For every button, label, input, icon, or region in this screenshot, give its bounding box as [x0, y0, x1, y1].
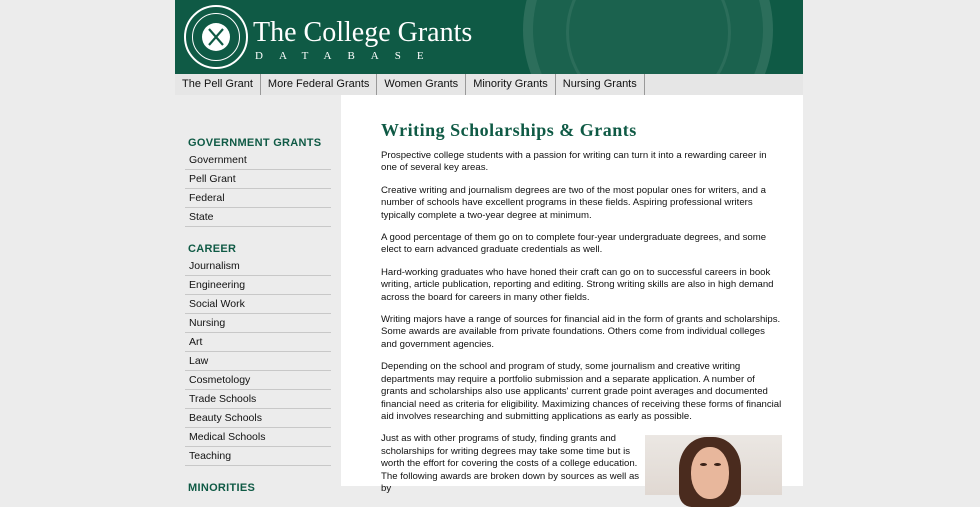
paragraph: Writing majors have a range of sources for financial aid in the form of grants and scholarships. Some awards are available from private foundations. Others come from individual colleges and government agencies.	[381, 314, 781, 350]
sidebar-item-journalism[interactable]: Journalism	[185, 257, 331, 276]
sidebar-item-social-work[interactable]: Social Work	[185, 295, 331, 314]
sidebar-item-nursing[interactable]: Nursing	[185, 314, 331, 333]
top-nav	[175, 74, 803, 95]
paragraph: A good percentage of them go on to complete four-year undergraduate degrees, and some elect to earn advanced graduate credentials as well.	[381, 232, 767, 256]
paragraph: Depending on the school and program of study, some journalism and creative writing departments may require a portfolio submission and a separate application. A number of grants and scholarships also use applicants' current grade point averages and documented financial need as criteria for eligibility. Maximizing chances of receiving these forms of financial aid involves researching and submitting applications as early as possible.	[381, 361, 782, 422]
page	[175, 0, 803, 494]
site-header	[175, 0, 803, 74]
sidebar-item-teaching[interactable]: Teaching	[185, 447, 331, 466]
nav-item-pell-grant[interactable]: The Pell Grant	[175, 74, 261, 95]
nav-item-women-grants[interactable]: Women Grants	[377, 74, 466, 95]
sidebar-heading-career: CAREER	[188, 243, 237, 255]
crossed-pens-icon	[202, 23, 230, 51]
paragraph: Prospective college students with a passion for writing can turn it into a rewarding career in one of several key areas.	[381, 150, 767, 174]
sidebar-heading-minorities: MINORITIES	[188, 482, 256, 494]
nav-item-more-federal-grants[interactable]: More Federal Grants	[261, 74, 377, 95]
logo-seal-icon[interactable]	[184, 5, 248, 69]
sidebar-item-federal[interactable]: Federal	[185, 189, 331, 208]
sidebar-item-law[interactable]: Law	[185, 352, 331, 371]
page-title: Writing Scholarships & Grants	[381, 120, 637, 140]
sidebar-item-trade-schools[interactable]: Trade Schools	[185, 390, 331, 409]
site-title[interactable]: The College Grants	[253, 17, 473, 48]
sidebar-heading-government-grants: GOVERNMENT GRANTS	[188, 137, 322, 149]
sidebar-item-beauty-schools[interactable]: Beauty Schools	[185, 409, 331, 428]
sidebar-item-engineering[interactable]: Engineering	[185, 276, 331, 295]
sidebar-item-pell-grant[interactable]: Pell Grant	[185, 170, 331, 189]
site-subtitle: DATABASE	[255, 50, 440, 62]
sidebar-item-government[interactable]: Government	[185, 151, 331, 170]
sidebar-item-art[interactable]: Art	[185, 333, 331, 352]
nav-item-minority-grants[interactable]: Minority Grants	[466, 74, 556, 95]
sidebar-list-government	[185, 151, 341, 227]
paragraph: Creative writing and journalism degrees are two of the most popular ones for writers, and a number of schools have excellent programs in these fields. Aspiring professional writers typically complete a two-year degree at minimum.	[381, 184, 767, 221]
nav-item-nursing-grants[interactable]: Nursing Grants	[556, 74, 645, 95]
student-portrait-image	[645, 435, 782, 495]
sidebar	[175, 95, 341, 494]
paragraph: Just as with other programs of study, finding grants and scholarships for writing degrees may take some time but is worth the effort for covering the costs of a college education. The following awards are broken down by sources as well as by	[381, 433, 640, 494]
sidebar-item-medical-schools[interactable]: Medical Schools	[185, 428, 331, 447]
sidebar-list-career	[185, 257, 341, 466]
paragraph: Hard-working graduates who have honed their craft can go on to successful careers in book writing, article publication, reporting and editing. Strong writing skills are also in high demand across the board for careers in many other fields.	[381, 266, 774, 303]
sidebar-item-state[interactable]: State	[185, 208, 331, 227]
sidebar-item-cosmetology[interactable]: Cosmetology	[185, 371, 331, 390]
